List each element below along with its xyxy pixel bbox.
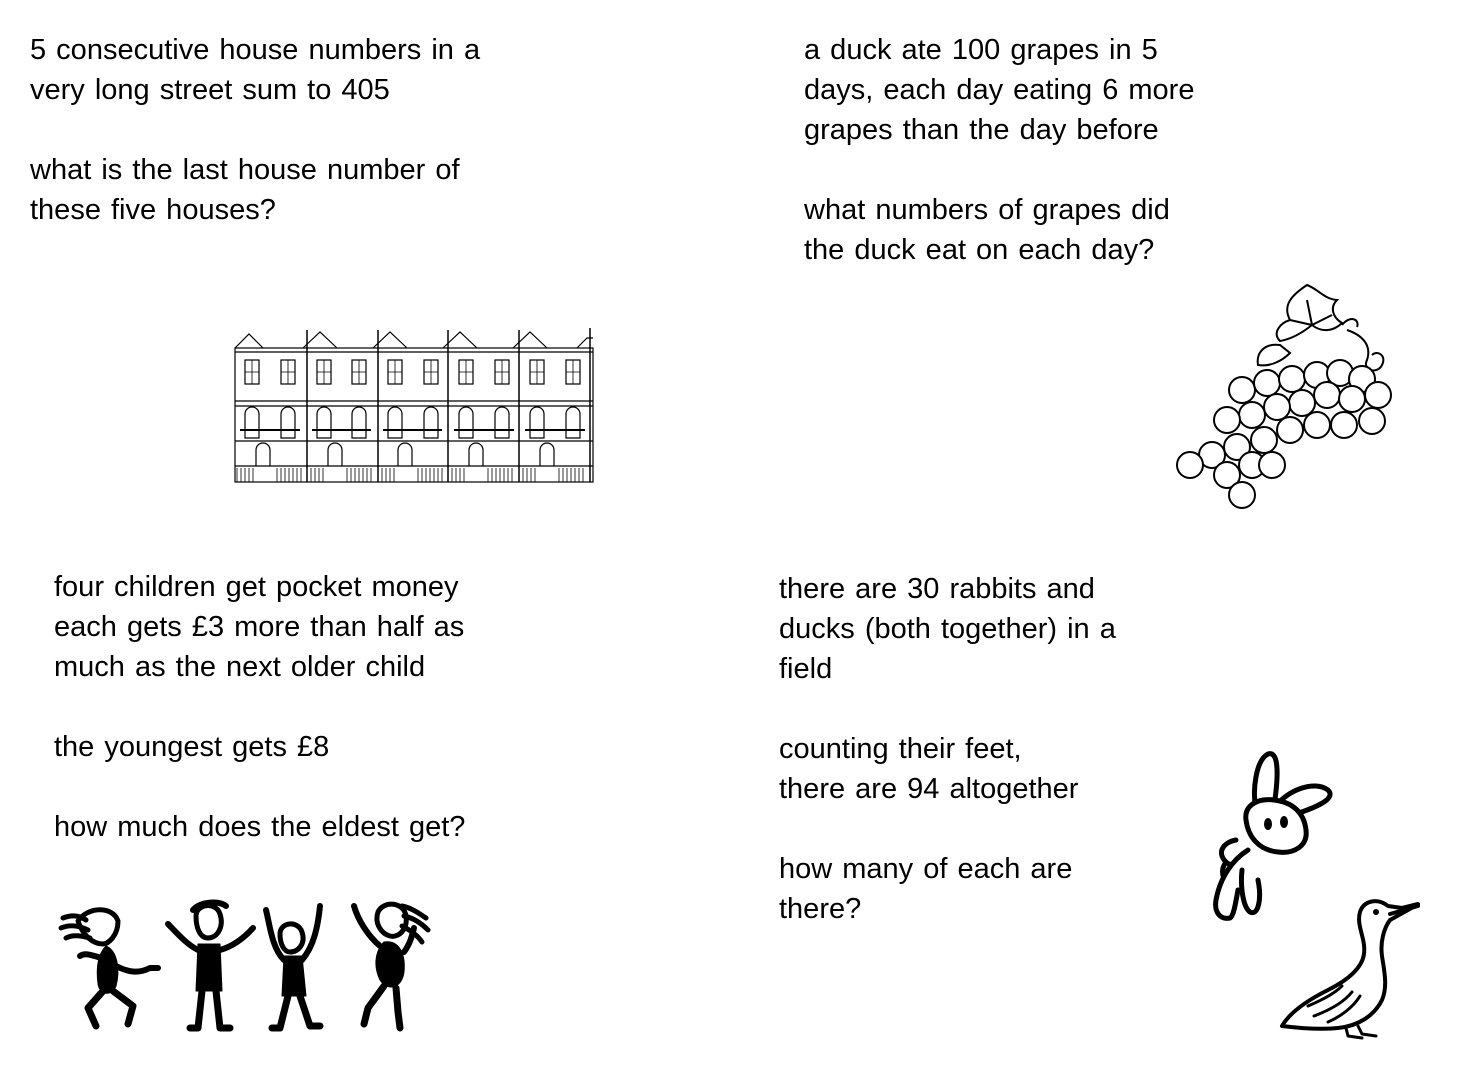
rabbits-ducks-statement-line-3: field [779, 653, 833, 685]
rabbits-ducks-fact-line-1: counting their feet, [779, 733, 1022, 765]
dancing-children-illustration [58, 896, 438, 1041]
house-numbers-question-line-2: these five houses? [30, 194, 276, 226]
duck-grapes-statement-line-1: a duck ate 100 grapes in 5 [804, 34, 1158, 66]
house-numbers-statement-line-2: very long street sum to 405 [30, 74, 390, 106]
child-1-figure [61, 910, 158, 1026]
pocket-money-statement-line-2: each gets £3 more than half as [54, 611, 465, 643]
pocket-money-statement-line-1: four children get pocket money [54, 571, 459, 603]
pocket-money-question-line-1: how much does the eldest get? [54, 811, 466, 843]
child-4-figure [354, 904, 428, 1028]
rabbits-ducks-statement-line-1: there are 30 rabbits and [779, 573, 1095, 605]
grapes-bunch-illustration [1172, 275, 1422, 520]
duck-grapes-statement-line-2: days, each day eating 6 more [804, 74, 1195, 106]
house-numbers-statement-line-1: 5 consecutive house numbers in a [30, 34, 481, 66]
rabbits-ducks-statement-line-2: ducks (both together) in a [779, 613, 1116, 645]
rabbits-ducks-fact-line-2: there are 94 altogether [779, 773, 1079, 805]
rabbits-ducks-puzzle [779, 569, 1199, 929]
duck-grapes-question-line-1: what numbers of grapes did [804, 194, 1170, 226]
house-numbers-question-line-1: what is the last house number of [30, 154, 460, 186]
duck-illustration [1278, 894, 1428, 1049]
pocket-money-fact-line-1: the youngest gets £8 [54, 731, 330, 763]
child-3-figure [266, 906, 320, 1028]
duck-grapes-question-line-2: the duck eat on each day? [804, 234, 1155, 266]
child-2-figure [168, 903, 253, 1028]
duck-grapes-puzzle [804, 30, 1264, 270]
house-numbers-puzzle [30, 30, 570, 230]
terraced-houses-illustration [232, 326, 596, 491]
pocket-money-statement-line-3: much as the next older child [54, 651, 426, 683]
duck-grapes-statement-line-3: grapes than the day before [804, 114, 1159, 146]
rabbits-ducks-question-line-1: how many of each are [779, 853, 1073, 885]
pocket-money-puzzle [54, 567, 554, 847]
rabbits-ducks-question-line-2: there? [779, 893, 862, 925]
